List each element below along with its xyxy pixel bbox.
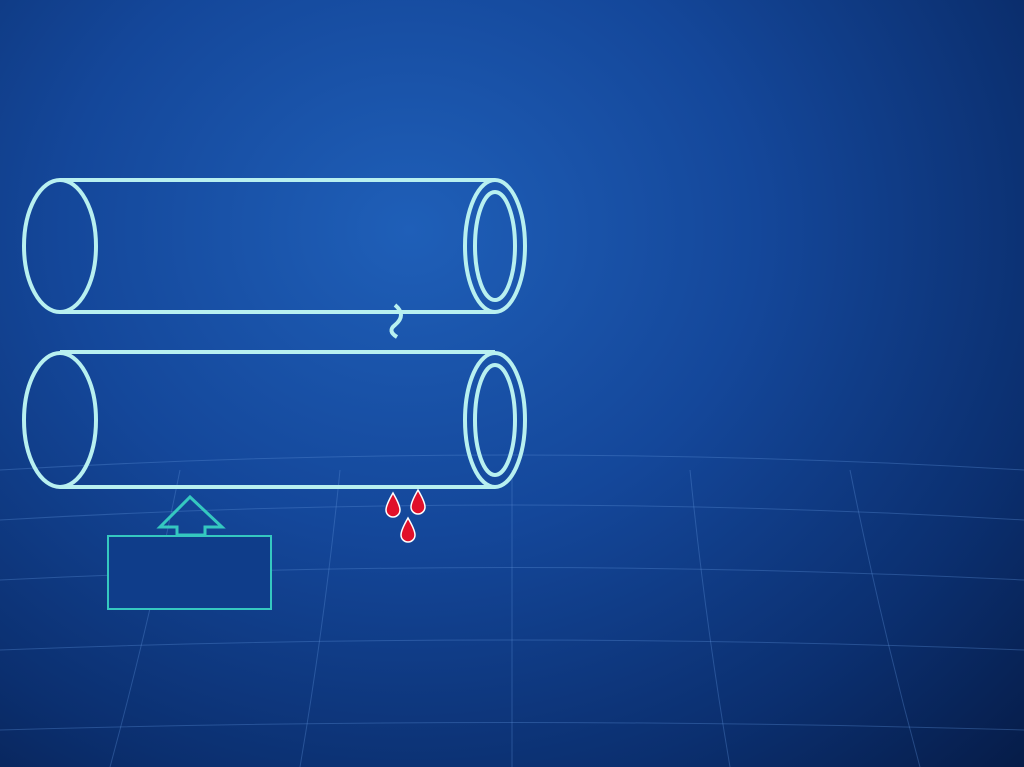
top-tube-notch bbox=[391, 305, 401, 337]
blood-drops bbox=[386, 490, 425, 542]
blood-drop-icon bbox=[401, 518, 415, 542]
blood-drop-icon bbox=[386, 493, 400, 517]
factor-viii-ix-box bbox=[107, 535, 272, 610]
up-arrow-icon bbox=[160, 497, 222, 535]
top-vessel-tube bbox=[24, 180, 525, 312]
blood-drop-icon bbox=[411, 490, 425, 514]
bottom-vessel-tube bbox=[24, 352, 525, 487]
